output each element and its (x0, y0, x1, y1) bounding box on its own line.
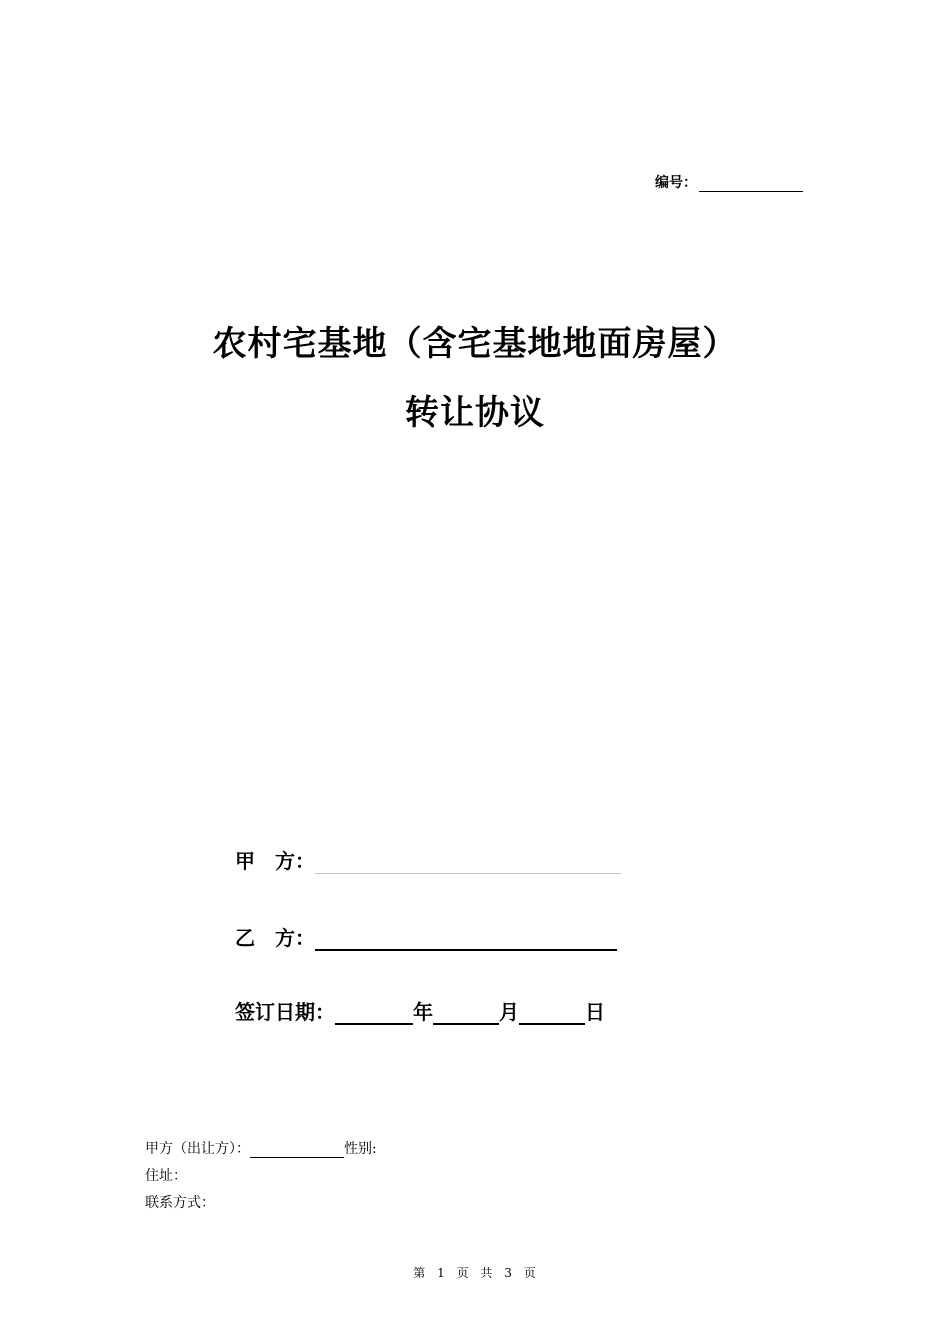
sign-date-label: 签订日期： (235, 1000, 335, 1024)
sign-date-field (235, 996, 605, 1025)
contact-row (145, 1192, 215, 1212)
seller-row (145, 1138, 377, 1158)
page-mid: 页 (456, 1266, 470, 1280)
party-b-label: 乙 方： (235, 926, 315, 950)
page-prefix: 第 (413, 1266, 427, 1280)
party-a-label: 甲 方： (235, 849, 315, 873)
seller-label: 甲方（出让方）： (145, 1141, 250, 1157)
page-current: 1 (437, 1266, 446, 1280)
year-blank[interactable] (335, 1001, 413, 1025)
party-b-field (235, 922, 617, 951)
serial-number-blank[interactable] (699, 175, 803, 192)
gender-label: 性别: (344, 1141, 377, 1157)
page-total: 3 (504, 1266, 513, 1280)
month-label: 月 (499, 1000, 519, 1024)
party-b-blank[interactable] (315, 927, 617, 951)
party-a-field (235, 845, 621, 874)
total-prefix: 共 (480, 1266, 494, 1280)
address-row (145, 1165, 187, 1185)
page-suffix: 页 (523, 1266, 537, 1280)
document-subtitle: 转让协议 (405, 393, 545, 433)
day-label: 日 (585, 1000, 605, 1024)
year-label: 年 (413, 1000, 433, 1024)
serial-number-field (655, 172, 803, 192)
serial-number-label: 编号： (655, 175, 697, 191)
seller-name-blank[interactable] (250, 1143, 344, 1158)
page-footer (0, 1264, 950, 1281)
party-a-blank[interactable] (315, 851, 621, 874)
month-blank[interactable] (433, 1001, 499, 1025)
address-label: 住址： (145, 1168, 187, 1184)
contact-label: 联系方式： (145, 1195, 215, 1211)
day-blank[interactable] (519, 1001, 585, 1025)
document-title: 农村宅基地（含宅基地地面房屋） (212, 324, 738, 364)
